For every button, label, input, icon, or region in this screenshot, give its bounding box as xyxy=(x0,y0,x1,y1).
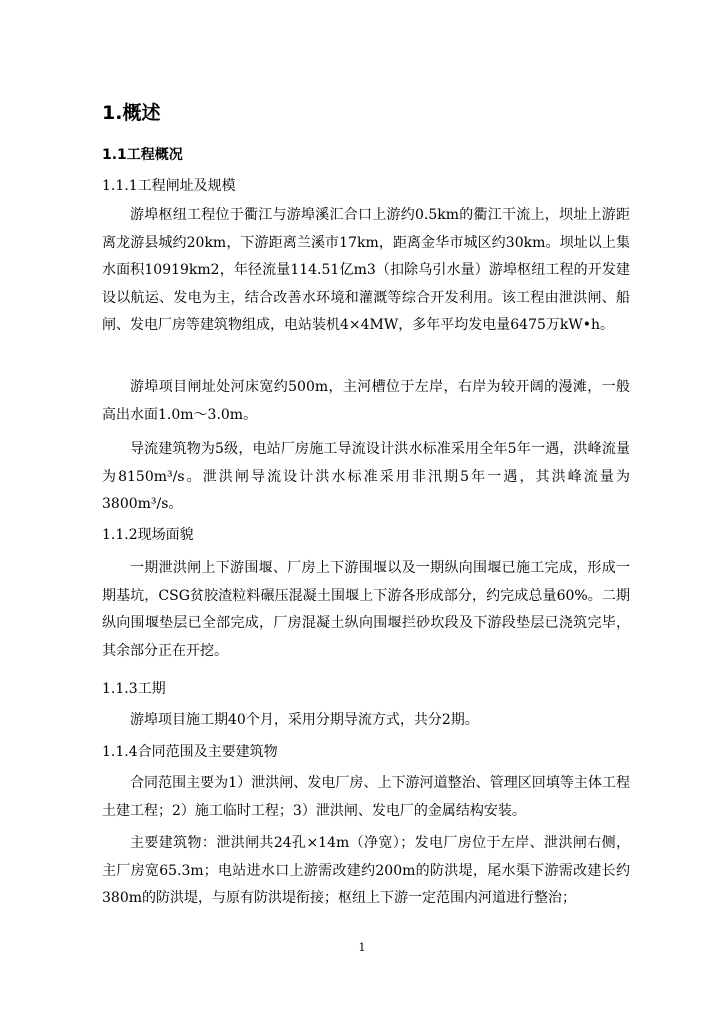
paragraph-contract-scope: 合同范围主要为1）泄洪闸、发电厂房、上下游河道整治、管理区回填等主体工程土建工程；2）施工临时工程；3）泄洪闸、发电厂的金属结构安装。 xyxy=(102,775,630,819)
paragraph-site-scale-1: 游埠枢纽工程位于衢江与游埠溪汇合口上游约0.5km的衢江干流上，坝址上游距离龙游县城约20km，下游距离兰溪市17km，距离金华市城区约30km。坝址以上集水面积10919km2，年径流量114.51亿m3（扣除乌引水量）游埠枢纽工程的开发建设以航运、发电为主，结合改善水环境和灌溉等综合开发利用。该工程由泄洪闸、船闸、发电厂房等建筑物组成，电站装机4×4MW，多年平均发电量6475万kW•h。 xyxy=(102,207,630,333)
paragraph-main-structures: 主要建筑物：泄洪闸共24孔×14m（净宽）；发电厂房位于左岸、泄洪闸右侧，主厂房宽65.3m；电站进水口上游需改建约200m的防洪堤，尾水渠下游需改建长约380m的防洪堤，与原有防洪堤衔接；枢纽上下游一定范围内河道进行整治； xyxy=(102,835,630,906)
section-title-schedule: 1.1.3工期 xyxy=(102,681,166,697)
paragraph-site-status: 一期泄洪闸上下游围堰、厂房上下游围堰以及一期纵向围堰已施工完成，形成一期基坑，CSG贫胶渣粒料碾压混凝土围堰上下游各形成部分，约完成总量60%。二期纵向围堰垫层已全部完成，厂房混凝土纵向围堰拦砂坎段及下游段垫层已浇筑完毕，其余部分正在开挖。 xyxy=(102,560,630,659)
section-title-site-scale: 1.1.1工程闸址及规模 xyxy=(102,178,236,194)
heading-project-overview: 1.1工程概况 xyxy=(102,147,183,163)
paragraph-site-scale-3: 导流建筑物为5级，电站厂房施工导流设计洪水标准采用全年5年一遇，洪峰流量为8150m³/s。泄洪闸导流设计洪水标准采用非汛期5年一遇，其洪峰流量为3800m³/s。 xyxy=(102,441,630,512)
paragraph-site-scale-2: 游埠项目闸址处河床宽约500m，主河槽位于左岸，右岸为较开阔的漫滩，一般高出水面1.0m～3.0m。 xyxy=(102,379,630,423)
section-title-contract-scope: 1.1.4合同范围及主要建筑物 xyxy=(102,744,278,760)
page-number: 1 xyxy=(358,941,366,954)
heading-overview: 1.概述 xyxy=(102,102,161,124)
section-title-site-status: 1.1.2现场面貌 xyxy=(102,527,194,543)
paragraph-schedule: 游埠项目施工期40个月，采用分期导流方式，共分2期。 xyxy=(130,712,479,728)
